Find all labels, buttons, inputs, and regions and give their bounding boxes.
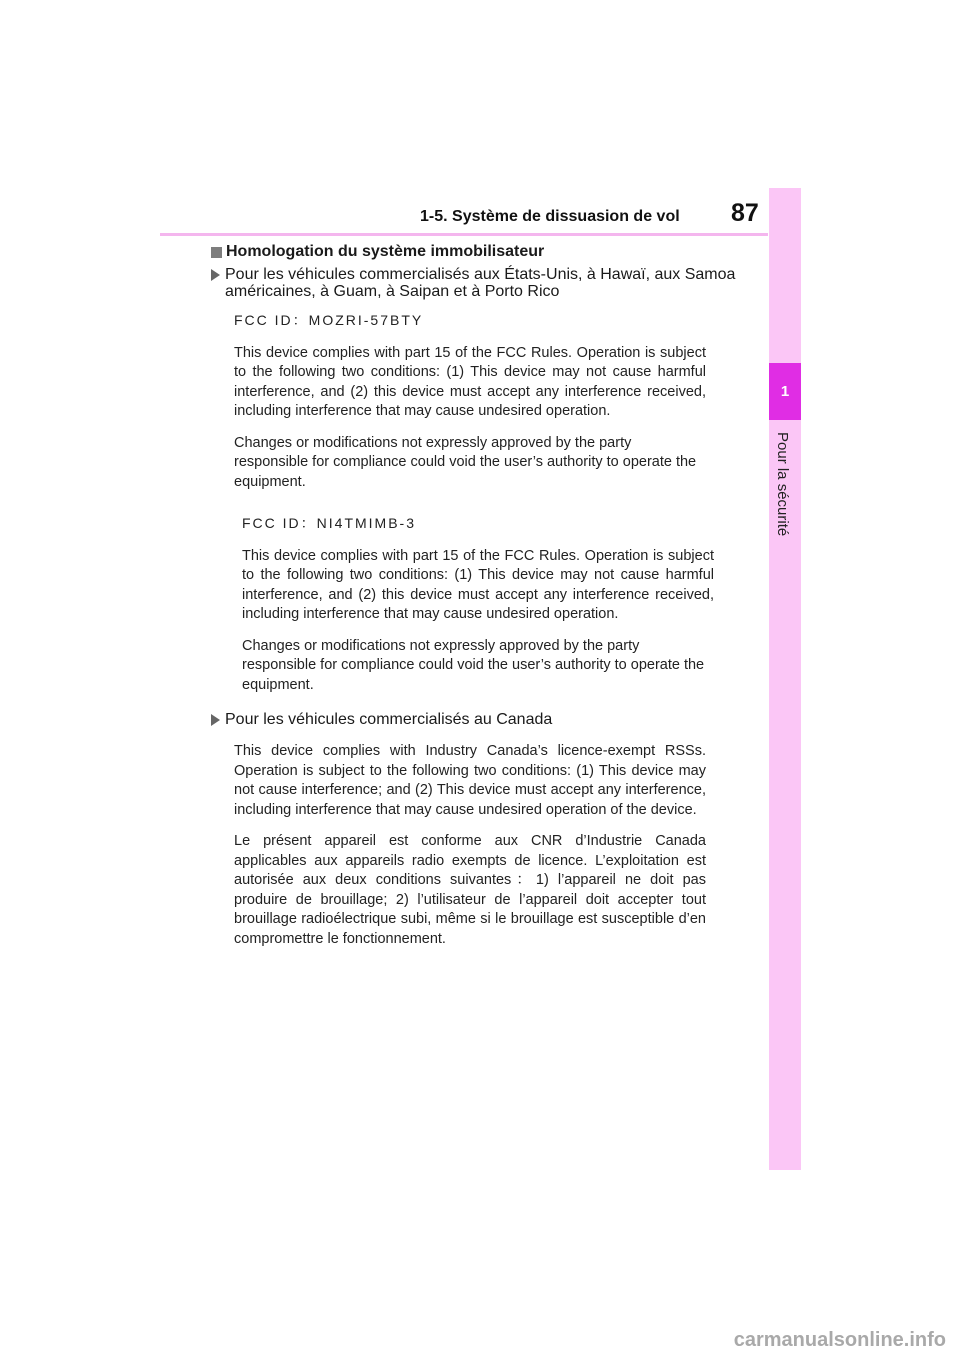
bullet-us-vehicles — [211, 266, 755, 300]
page-number: 87 — [731, 199, 759, 227]
header-divider — [160, 233, 768, 236]
watermark: carmanualsonline.info — [733, 1329, 946, 1351]
fcc-id: FCC ID：MOZRI-57BTY — [234, 312, 424, 328]
fcc-modifications-text: Changes or modifications not expressly approved by the party responsible for compliance could void the user’s authority to operate the equipment. — [234, 434, 697, 490]
triangle-bullet-icon — [211, 714, 220, 726]
fcc-modifications-text: Changes or modifications not expressly approved by the party responsible for compliance could void the user’s authority to operate the equipment. — [242, 637, 705, 693]
fcc-label-2 — [242, 514, 714, 695]
section-heading-text: Homologation du système immobilisateur — [226, 243, 545, 260]
triangle-bullet-icon — [211, 269, 220, 281]
fcc-id: FCC ID：NI4TMIMB-3 — [242, 515, 416, 531]
fcc-compliance-text: This device complies with part 15 of the FCC Rules. Operation is subject to the following two conditions: (1) This device may not cause harmful interference, and (2) this device must accept any interference received, including interference that may cause undesired operation. — [234, 344, 706, 419]
canada-label — [234, 742, 706, 949]
fcc-compliance-text: This device complies with part 15 of the FCC Rules. Operation is subject to the following two conditions: (1) This device may not cause harmful interference, and (2) this device must accept any interference received, including interference that may cause undesired operation. — [242, 547, 714, 622]
bullet-text: Pour les véhicules commercialisés aux États-Unis, à Hawaï, aux Samoa américaines, à Guam, à Saipan et à Porto Rico — [225, 266, 736, 300]
chapter-number: 1 — [780, 383, 790, 400]
fcc-label-1 — [234, 311, 706, 492]
section-heading — [211, 243, 544, 261]
chapter-label: Pour la sécurité — [774, 432, 791, 537]
page-header-title: 1-5. Système de dissuasion de vol — [420, 208, 680, 225]
bullet-text: Pour les véhicules commercialisés au Canada — [225, 711, 553, 728]
canada-english-text: This device complies with Industry Canada’s licence-exempt RSSs. Operation is subject to the following two conditions: (1) This device may not cause interference; and (2) This device must accept any interference, including interference that may cause undesired operation of the device. — [234, 743, 706, 818]
square-bullet-icon — [211, 247, 222, 258]
canada-french-text: Le présent appareil est conforme aux CNR d’Industrie Canada applicables aux appareils radio exempts de licence. L’exploitation est autorisée aux deux conditions suivantes：1) l’appareil ne doit pas produire de brouillage; 2) l’utilisateur de l’appareil doit accepter tout brouillage radioélectrique subi, même si le brouillage est susceptible d’en compromettre le fonctionnement. — [234, 833, 706, 947]
chapter-tab-active[interactable] — [769, 363, 801, 420]
chapter-side-tab — [769, 188, 801, 1170]
bullet-canada-vehicles — [211, 711, 755, 728]
